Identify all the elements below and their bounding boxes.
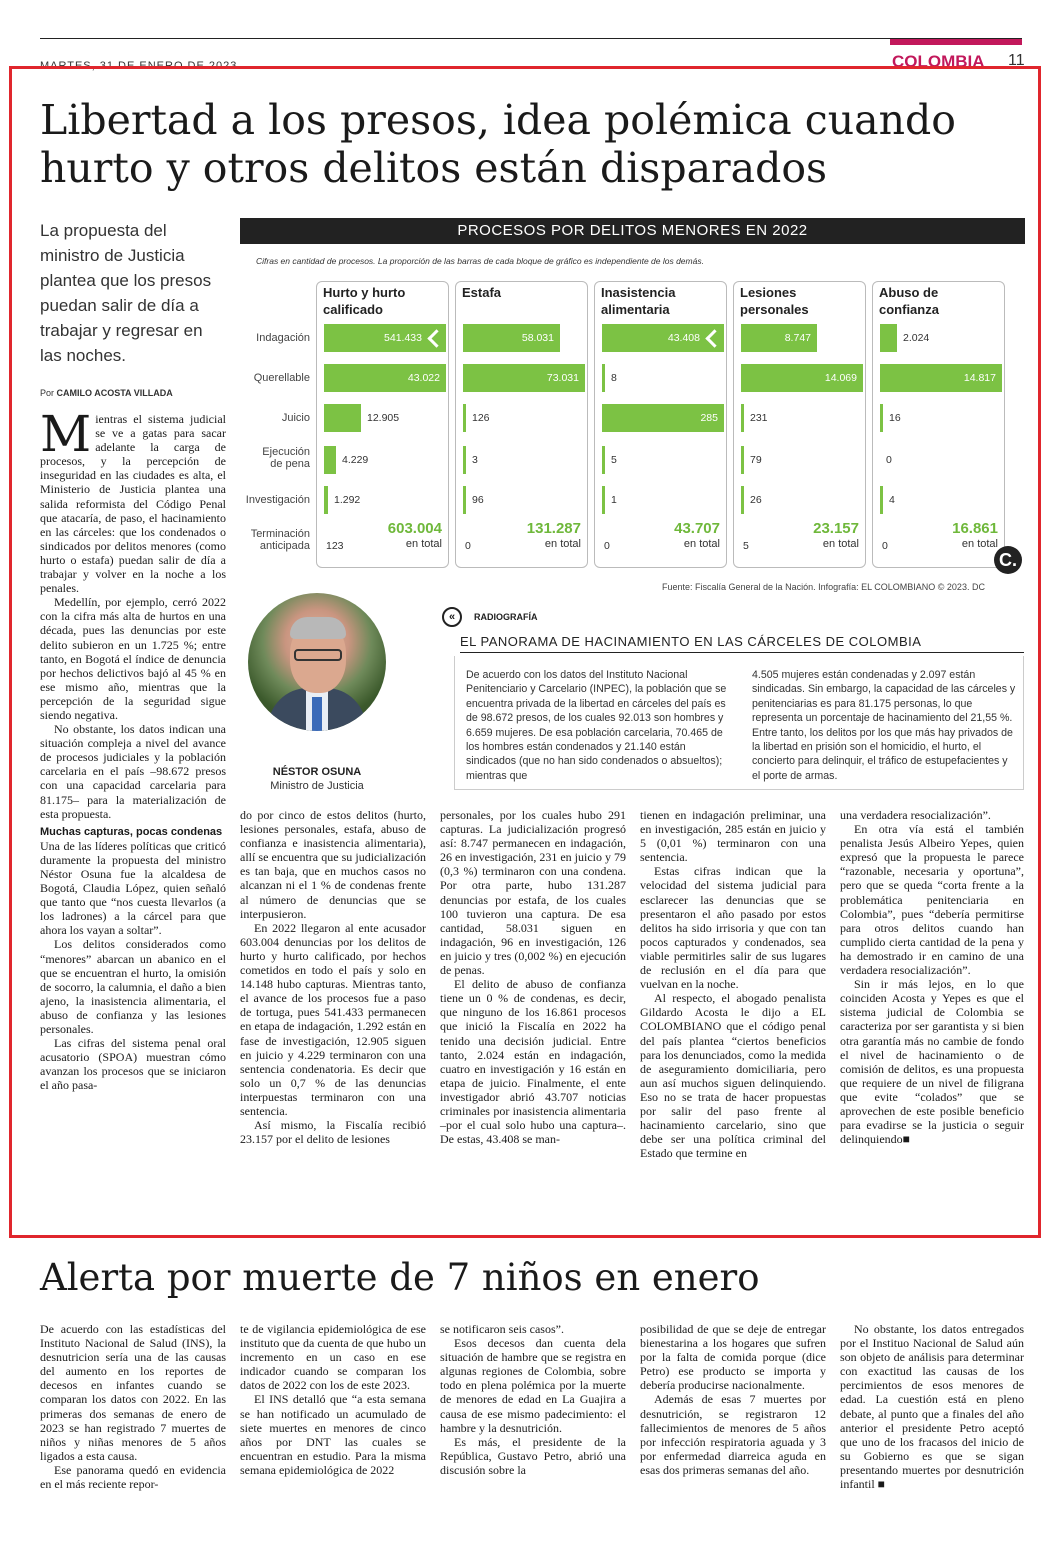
row-label: Juicio	[281, 412, 310, 424]
article-column-1	[40, 405, 226, 1093]
radiografia-text-right: 4.505 mujeres están condenadas y 2.097 están sindicadas. Sin embargo, la capacidad de las cárceles y penitenciarias es para 81.175 personas, lo que representa un porcentaje de hacinamiento del 21,55 %. Entre tanto, los delitos por los que más hay privados de la libertad en prisión son el homicidio, el hurto, el concierto para delinquir, el tráfico de estupefacientes y el porte de armas.	[752, 669, 1016, 782]
article-column-5	[840, 808, 1024, 1146]
article-column-2	[240, 808, 426, 1146]
byline-author: CAMILO ACOSTA VILLADA	[56, 388, 173, 398]
series-total: 603.004	[387, 520, 442, 537]
chart-bar	[741, 486, 744, 514]
el-colombiano-logo: C.	[994, 546, 1022, 574]
bar-value-label: 126	[472, 412, 490, 424]
paragraph: se notificaron seis casos”.	[440, 1322, 564, 1336]
bar-value-label: 43.408	[667, 332, 700, 344]
radiografia-text-left: De acuerdo con los datos del Instituto Nacional Penitenciario y Carcelario (INPEC), la población que se encuentra privada de la libertad en cárceles del país es de 98.672 presos, de los cuales 92.013 son hombres y 6.659 mujeres. De esa población carcelaria, 70.465 de los hombres están condenados y 21.140 están sindicados (que no han sido condenados o absueltos); mientras que	[466, 669, 727, 782]
paragraph: do por cinco de estos delitos (hurto, lesiones personales, estafa, abuso de confianza e inasistencia alimentaria), allí se encuentra que su judicialización es tan baja, que en muchos casos no alcanzan ni el 1 % de condenas frente al número de denuncias que se interpusieron.	[240, 808, 426, 921]
chart-bar	[602, 364, 605, 392]
series-total-label: en total	[405, 538, 442, 550]
series-title: Hurto y hurto calificado	[323, 285, 406, 317]
chart-bar	[463, 486, 466, 514]
bar-value-label: 96	[472, 494, 484, 506]
chart-bar	[880, 404, 883, 432]
bar-value-label: 285	[700, 412, 718, 424]
bar-value-label: 123	[326, 540, 344, 552]
bar-value-label: 14.069	[824, 372, 857, 384]
paragraph: Las cifras del sistema penal oral acusatorio (SPOA) muestran cómo avanzan los procesos que se iniciaron el año pasa-	[40, 1036, 226, 1093]
paragraph: Al respecto, el abogado penalista Gildardo Acosta le dijo a EL COLOMBIANO que el código penal del país plantea “ciertos beneficios para los denunciados, como la medida de aseguramiento domiciliaria, pero aun así muchos siguen delinquiendo. Eso no se trata de hacer propuestas por salir del paso frente al hacinamiento carcelario, sino que debe ser una política criminal del Estado que termine en	[640, 991, 826, 1161]
bar-value-label: 5	[743, 540, 749, 552]
photo-glasses	[294, 649, 342, 661]
paragraph: En otra vía está el también penalista Jesús Albeiro Yepes, quien expresó que la propuesta le parece “razonable, necesaria y oportuna”, pero que se queda “corta frente a la problemática penitenciaria en Colombia”, pues “debería permitirse para otros delitos cuando han cumplido cierta cantidad de la pena y ha demostrado ir en camino de una verdadera resocialización”.	[840, 822, 1024, 978]
chart-bar	[741, 404, 744, 432]
bar-value-label: 0	[886, 454, 892, 466]
bar-value-label: 3	[472, 454, 478, 466]
story2-column-5	[840, 1322, 1024, 1491]
infographic-source: Fuente: Fiscalía General de la Nación. Infografía: EL COLOMBIANO © 2023. DC	[662, 582, 985, 592]
chart-bar	[324, 446, 336, 474]
radiografia-tag: RADIOGRAFÍA	[474, 612, 538, 622]
subhead: Muchas capturas, pocas condenas	[40, 825, 223, 838]
series-total: 43.707	[674, 520, 720, 537]
series-total-label: en total	[683, 538, 720, 550]
bar-value-label: 16	[889, 412, 901, 424]
chart-bar	[324, 486, 328, 514]
row-label: Ejecución de pena	[262, 446, 310, 470]
byline	[40, 388, 173, 398]
series-title: Abuso de confianza	[879, 285, 939, 317]
paragraph: te de vigilancia epidemiológica de ese instituto que da cuenta de que hubo un incremento en un caso en ese indicador cuando se comparan los datos de 2022 con los de este 2023.	[240, 1322, 426, 1393]
portrait-photo	[248, 593, 386, 731]
series-title: Inasistencia alimentaria	[601, 285, 676, 317]
paragraph: Es más, el presidente de la República, Gustavo Petro, abrió una discusión sobre la	[440, 1434, 626, 1477]
paragraph: El INS detalló que “a esta semana se han notificado un acumulado de siete muertes en menores de cinco años por DNT las cuales se encuentran en estudio. Para la misma semana epidemiológica de 2022	[240, 1392, 426, 1477]
chart-bar	[741, 446, 744, 474]
paragraph: No obstante, los datos indican una situación compleja a nivel del avance de procesos judiciales y la población carcelaria en el país –98.672 presos con una capacidad carcelaria para 81.175– para la materialización de esta propuesta.	[40, 722, 226, 821]
bar-value-label: 0	[465, 540, 471, 552]
article-headline: Libertad a los presos, idea polémica cuando hurto y otros delitos están disparados	[40, 96, 956, 192]
paragraph: posibilidad de que se deje de entregar bienestarina a los hogares que sufren por la falta de comida porque (dice Petro) ese producto se importa y debería producirse nacionalmente.	[640, 1322, 826, 1393]
bar-value-label: 58.031	[521, 332, 554, 344]
section-color-bar	[890, 39, 1022, 45]
paragraph: Estas cifras indican que la velocidad del sistema judicial para esclarecer las denuncias que se presentaron el año pasado por estos delitos ha sido irrisoria y que con tan pocos capturados y condenados, sea viable permitirles salir de sus lugares de reclusión en el día para que vuelvan en la noche.	[640, 864, 826, 992]
paragraph: Ese panorama quedó en evidencia en el más reciente repor-	[40, 1462, 226, 1492]
bar-value-label: 79	[750, 454, 762, 466]
radiografia-title: EL PANORAMA DE HACINAMIENTO EN LAS CÁRCELES DE COLOMBIA	[460, 634, 922, 649]
paragraph: Así mismo, la Fiscalía recibió 23.157 por el delito de lesiones	[240, 1118, 426, 1147]
chart-bar	[602, 446, 605, 474]
chart-bar	[602, 486, 605, 514]
series-total: 23.157	[813, 520, 859, 537]
photo-tie	[312, 697, 322, 731]
byline-prefix: Por	[40, 388, 55, 398]
bar-value-label: 2.024	[903, 332, 930, 344]
bar-value-label: 1.292	[334, 494, 361, 506]
photo-caption-name: NÉSTOR OSUNA	[272, 766, 362, 778]
paragraph: Además de esas 7 muertes por desnutrición, se registraron 12 fallecimientos de menores de 5 años por infección respiratoria aguada y 3 por enfermedad diarreica aguda en esas dos primeras semanas del año.	[640, 1392, 826, 1477]
paragraph: De acuerdo con las estadísticas del Instituto Nacional de Salud (INS), la desnutricion sería una de las causas del aumento en los reportes de decesos en infantes cuando se comparan los datos con 2022. En las primeras dos semanas de enero de 2023 se han registrado 7 muertes de niños y niñas menores de 5 años ligados a esta causa.	[40, 1322, 226, 1463]
bar-value-label: 5	[611, 454, 617, 466]
radiografia-rule	[460, 652, 1024, 653]
story2-column-3	[440, 1322, 626, 1477]
story2-column-1	[40, 1322, 226, 1491]
paragraph: Los delitos considerados como “menores” abarcan un abanico en el que se encuentran el hurto, la omisión de socorro, la calumnia, el daño a bien ajeno, la inasistencia alimentaria, el abuso de confianza y las lesiones personales.	[40, 937, 226, 1037]
bar-value-label: 4.229	[342, 454, 369, 466]
row-label: Indagación	[256, 332, 310, 344]
article-column-3	[440, 808, 626, 1146]
series-total: 16.861	[952, 520, 998, 537]
infographic-note: Cifras en cantidad de procesos. La proporción de las barras de cada bloque de gráfico es independiente de los demás.	[256, 256, 704, 266]
series-total-label: en total	[822, 538, 859, 550]
top-rule	[40, 38, 1022, 39]
bar-value-label: 1	[611, 494, 617, 506]
story2-headline: Alerta por muerte de 7 niños en enero	[40, 1256, 760, 1299]
bar-value-label: 26	[750, 494, 762, 506]
series-total-label: en total	[961, 538, 998, 550]
bar-value-label: 73.031	[546, 372, 579, 384]
infographic-title: PROCESOS POR DELITOS MENORES EN 2022	[240, 218, 1025, 244]
bar-value-label: 8	[611, 372, 617, 384]
chart-bar	[880, 324, 897, 352]
row-label: Investigación	[245, 494, 310, 506]
paragraph: Sin ir más lejos, en lo que coinciden Acosta y Yepes es que el sistema judicial de Colombia se caracteriza por ser garantista y si bien otra garantía más no cambie de fondo el nivel de hacinamiento o de comisión de delitos, es una propuesta que requiere de un nivel de filigrana que evite “colados” que se aprovechen de este posible beneficio para evadirse se la justicia o seguir delinquiendo■	[840, 977, 1024, 1147]
series-title: Lesiones personales	[740, 285, 809, 317]
article-deck: La propuesta del ministro de Justicia plantea que los presos puedan salir de día a trabajar y regresar en las noches.	[40, 221, 212, 365]
paragraph: El delito de abuso de confianza tiene un 0 % de condenas, es decir, que ninguno de los 16.861 procesos que inició la Fiscalía en 2022 ha tenido una decisión judicial. Entre tanto, 2.024 están en indagación, cuatro en investigación y 16 están en etapa de juicio. Finalmente, el ente investigador abrió 43.707 noticias criminales por inasistencia alimentaria –por el cual solo hubo una captura–. De estas, 43.408 se man-	[440, 977, 626, 1147]
date-line: MARTES, 31 DE ENERO DE 2023	[40, 60, 238, 72]
page-number: 11	[1008, 52, 1025, 69]
bar-value-label: 4	[889, 494, 895, 506]
bar-value-label: 8.747	[784, 332, 811, 344]
chart-bar	[880, 486, 883, 514]
chart-bar	[463, 404, 466, 432]
paragraph: una verdadera resocialización”.	[840, 808, 991, 822]
paragraph: Una de las líderes políticas que criticó duramente la propuesta del ministro Néstor Osuna fue la alcaldesa de Bogotá, Claudia López, quien señaló que tanto que “nos cuesta llevarlos (a los ladrones) a la cárcel para que ahora los vayan a soltar”.	[40, 838, 226, 938]
story2-column-4	[640, 1322, 826, 1477]
row-label: Terminación anticipada	[250, 528, 310, 552]
series-total-label: en total	[544, 538, 581, 550]
series-title: Estafa	[462, 285, 502, 300]
series-total: 131.287	[526, 520, 581, 537]
photo-caption-role: Ministro de Justicia	[270, 780, 364, 792]
bar-value-label: 14.817	[963, 372, 996, 384]
bar-value-label: 0	[604, 540, 610, 552]
paragraph: Medellín, por ejemplo, cerró 2022 con la cifra más alta de hurtos en una década, pues las denuncias por este delito subieron en un 1.725 %; entre tanto, en Bogotá el índice de denuncia por hechos delictivos bajó al 45 % en ese mismo año, mientras que la percepción de la seguridad sigue siendo negativa.	[40, 595, 226, 722]
paragraph: Esos decesos dan cuenta dela situación de hambre que se registra en algunas regiones de Colombia, sobre todo en plena polémica por la muerte de menores de edad en La Guajira a causa de ese mismo padecimiento: el hambre y la desnutrición.	[440, 1336, 626, 1435]
bar-value-label: 541.433	[384, 332, 422, 344]
bar-value-label: 231	[750, 412, 768, 424]
paragraph: En 2022 llegaron al ente acusador 603.004 denuncias por los delitos de hurto y hurto calificado, por hechos cometidos en todo el país y solo en 14.148 hubo capturas. Mientras tanto, el avance de los procesos fue a paso de tortuga, pues 541.433 permanecen en etapa de indagación, 1.292 están en fase de investigación, 12.905 siguen en juicio y 4.229 terminaron con una sentencia condenatoria. Es decir que solo un 0,7 % de las denuncias interpuestas terminaron con una sentencia.	[240, 920, 426, 1118]
article-column-4	[640, 808, 826, 1160]
bar-value-label: 43.022	[407, 372, 440, 384]
paragraph: personales, por los cuales hubo 291 capturas. La judicialización progresó así: 8.747 permanecen en indagación, 26 en investigación, 231 en juicio y 79 (0,3 %) terminaron con una condena. Por otra parte, hubo 131.287 denuncias por estafa, de los cuales 100 tuvieron una captura. De esa cantidad, 58.031 siguen en indagación, 96 en investigación, 126 en juicio y tres (0,002 %) en ejecución de penas.	[440, 808, 626, 978]
photo-hair	[290, 617, 346, 639]
section-name: COLOMBIA	[892, 52, 985, 71]
bar-value-label: 12.905	[367, 412, 400, 424]
row-label: Querellable	[253, 372, 310, 384]
paragraph: tienen en indagación preliminar, una en investigación, 285 están en juicio y 5 (0,01 %) terminaron con una sentencia.	[640, 808, 826, 865]
chart-bar	[463, 446, 466, 474]
chart-bar	[324, 404, 361, 432]
chevron-left-icon: «	[442, 607, 462, 627]
paragraph: ientras el sistema judicial se ve a gatas para sacar adelante la carga de procesos, y la percepción de inseguridad en las ciudades es alta, el Ministerio de Justicia plantea una salida reformista del Código Penal que atacaría, de paso, el hacinamiento en las cárceles: que los condenados o sindicados por delitos menores (como hurto o estafa) puedan salir de día a trabajar y volver en la noche a los penales.	[40, 412, 226, 596]
drop-cap: M	[40, 405, 92, 463]
story2-column-2	[240, 1322, 426, 1477]
paragraph: No obstante, los datos entregados por el Instituo Nacional de Salud aún son objeto de análisis para determinar con exactitud las causas de los percimientos de esos menores de edad. La cuestión está en pleno debate, al punto que a finales del año anterior el presidente Petro aceptó que uno de los fracasos del inicio de su Gobierno es que se sigan presentando muertes por desnutrición infantil ■	[840, 1322, 1024, 1492]
bar-value-label: 0	[882, 540, 888, 552]
infographic	[240, 218, 1025, 598]
